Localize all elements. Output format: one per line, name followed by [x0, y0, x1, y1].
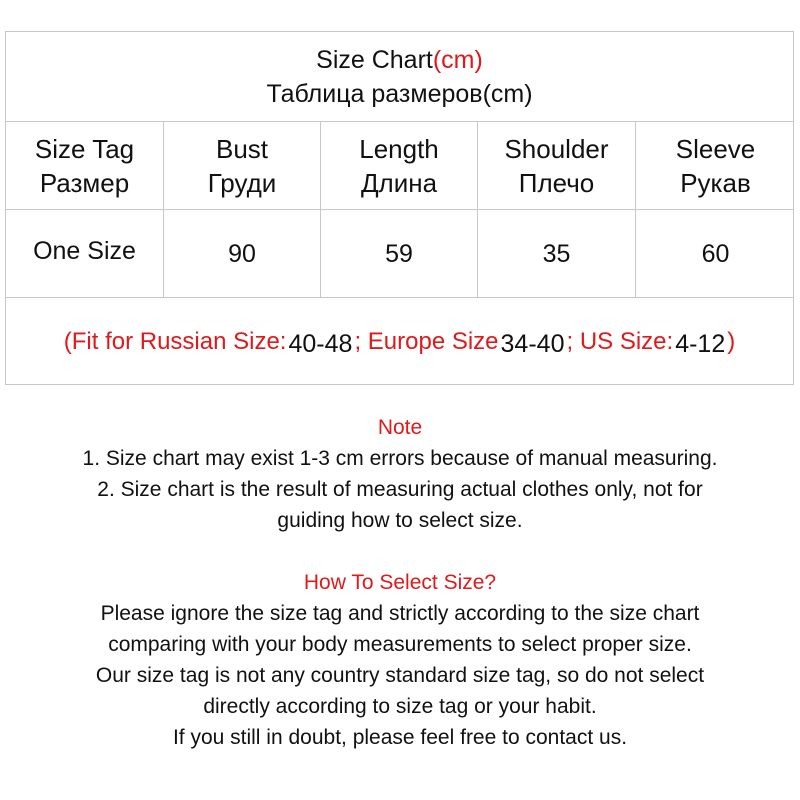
header-bust: Bust Груди	[164, 122, 321, 209]
value-sleeve: 60	[701, 239, 730, 268]
chart-title-en: Size Chart(cm)	[316, 45, 483, 74]
note-heading: Note	[377, 416, 423, 439]
value-length: 59	[321, 210, 478, 297]
how-to-line: comparing with your body measurements to select proper size.	[108, 633, 692, 656]
how-to-heading: How To Select Size?	[303, 571, 497, 594]
note-line: guiding how to select size.	[277, 509, 523, 532]
header-size-tag: Size Tag Размер	[6, 122, 164, 209]
header-shoulder: Shoulder Плечо	[478, 122, 636, 209]
table-row	[6, 210, 793, 298]
note-section	[0, 412, 800, 536]
fit-row	[6, 298, 793, 385]
header-row	[6, 122, 793, 210]
europe-size-value: 34-40	[500, 330, 565, 358]
unit-label: (cm)	[432, 45, 483, 74]
value-shoulder: 35	[478, 210, 636, 297]
size-chart-table	[5, 31, 794, 385]
russian-size-value: 40-48	[288, 330, 353, 358]
header-sleeve: Sleeve Рукав	[675, 133, 756, 198]
us-size-value: 4-12	[675, 330, 726, 358]
how-to-line: If you still in doubt, please feel free to contact us.	[172, 726, 628, 749]
value-size-tag: One Size	[6, 210, 164, 297]
note-line: 1. Size chart may exist 1-3 cm errors because of manual measuring.	[82, 447, 718, 470]
how-to-section	[0, 567, 800, 753]
fit-sizes-line: (Fit for Russian Size: 40-48 ; Europe Size 34-40 ; US Size: 4-12 )	[63, 327, 736, 358]
chart-title-row	[6, 32, 793, 122]
how-to-line: Our size tag is not any country standard size tag, so do not select	[95, 664, 705, 687]
header-length: Length Длина	[321, 122, 478, 209]
chart-title-ru: Таблица размеров(cm)	[266, 79, 533, 108]
how-to-line: Please ignore the size tag and strictly according to the size chart	[100, 602, 700, 625]
value-bust: 90	[164, 210, 321, 297]
unit-label: (cm)	[482, 79, 533, 108]
note-line: 2. Size chart is the result of measuring actual clothes only, not for	[97, 478, 703, 501]
how-to-line: directly according to size tag or your habit.	[203, 695, 597, 718]
